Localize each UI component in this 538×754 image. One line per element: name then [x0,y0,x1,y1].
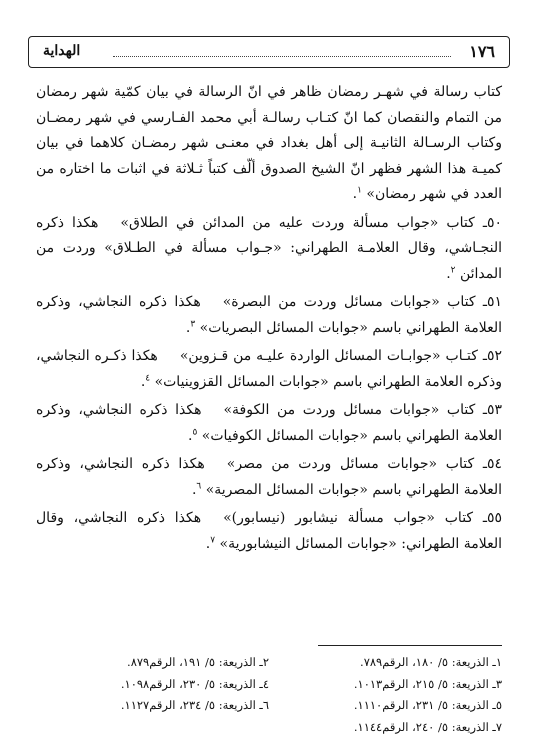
main-text [36,80,502,557]
entry-note: هكذا ذكره النجاشي، وذكره العلامة الطهراني باسم «جوابات المسائل الكوفيات» [36,402,502,444]
footnote-item: ٣ـ الذريعة: ٥/ ٢١٥، الرقم١٠١٣. [353,676,502,691]
entry-note: هكذا ذكره النجاشي، وذكره العلامة الطهراني باسم «جوابات المسائل البصريات» [36,294,502,336]
intro-text: كتاب رسالة في شهـر رمضان ظاهر في انّ الرسالة في بيان كمّية شهر رمضان من التمام والنقصان كما انّ كتـاب رسالـة أبي محمد الفـارسي في شهر رمضـان وكتاب الرسـالة الثانيـة إلى أهل بغداد في معنـى شهر رمضـان كلاهما في بيان كميـة هذا الشهر فظهر انّ الشيخ الصدوق ألّف كتباً ثـلاثة في اثبات ما اختاره من العدد في شهر رمضان» [36,84,502,202]
header-dotted-leader [113,56,451,57]
footnote-marker: ٧ [210,534,216,545]
footnote-row [36,717,502,739]
entry-paragraph: ٥٢ـ كتـاب «جوابـات المسائل الواردة عليـه من قـزوين»هكذا ذكـره النجاشي، وذكره العلامة الطهراني باسم «جوابات المسائل القزوينيات» $^٤$. [36,348,502,390]
footnote-item [36,717,269,739]
footnote-item: ٦ـ الذريعة: ٥/ ٢٣٤، الرقم١١٢٧. [120,698,269,712]
entry-title: ٥٢ـ كتـاب «جوابـات المسائل الواردة عليـه من قـزوين» [179,348,502,364]
entry-paragraph: ٥٥ـ كتاب «جواب مسألة نيشابور (نيسابور)»هكذا ذكره النجاشي، وقال العلامة الطهراني: «جوابات المسائل النيشابورية» $^٧$. [36,510,502,552]
running-title: الهداية [43,43,81,59]
entry-paragraph: ٥٣ـ كتاب «جوابات مسائل وردت من الكوفة»هكذا ذكره النجاشي، وذكره العلامة الطهراني باسم «جوابات المسائل الكوفيات» $^٥$. [36,402,502,444]
entry-paragraph: ٥٠ـ كتاب «جواب مسألة وردت عليه من المدائن في الطلاق»هكذا ذكره النجـاشي، وقال العلامـة الطهراني: «جـواب مسألة في الطـلاق» وردت من المدائن $^٢$. [36,214,503,282]
footnote-row [36,674,502,696]
entry-title: ٥٠ـ كتاب «جواب مسألة وردت عليه من المدائن في الطلاق» [120,214,503,231]
entry-title: ٥٣ـ كتاب «جوابات مسائل وردت من الكوفة» [223,402,502,418]
footnote-row [36,695,502,717]
footnote-item: ٥ـ الذريعة: ٥/ ٢٣١، الرقم١١١٠. [353,698,502,712]
page-number: ١٧٦ [469,42,495,61]
footnote-marker: ٥ [192,426,198,437]
footnote-marker: ٤ [145,372,151,383]
footnote-item: ٢ـ الذريعة: ٥/ ١٩١، الرقم٨٧٩. [127,655,269,669]
entry-paragraph: ٥١ـ كتاب «جوابات مسائل وردت من البصرة»هكذا ذكره النجاشي، وذكره العلامة الطهراني باسم «جوابات المسائل البصريات» $^٣$. [36,294,502,336]
entry-note: هكذا ذكره النجاشي، وذكره العلامة الطهراني باسم «جوابات المسائل المصرية» [36,456,502,498]
entry-note: هكذا ذكـره النجاشي، وذكره العلامة الطهراني باسم «جوابات المسائل القزوينيات» [36,348,502,390]
footnote-separator [318,645,502,646]
footnote-item: ١ـ الذريعة: ٥/ ١٨٠، الرقم٧٨٩. [360,655,502,669]
footnote-marker: ٢ [450,264,456,275]
footnote-marker: ٣ [190,318,196,329]
running-header [28,36,510,68]
footnote-item: ٤ـ الذريعة: ٥/ ٢٣٠، الرقم١٠٩٨. [120,676,269,691]
footnote-marker: ١ [357,185,362,196]
footnote-item: ٧ـ الذريعة: ٥/ ٢٤٠، الرقم١١٤٤. [353,719,502,734]
entry-paragraph: ٥٤ـ كتاب «جوابات مسائل وردت من مصر»هكذا ذكره النجاشي، وذكره العلامة الطهراني باسم «جوابات المسائل المصرية» $^٦$. [36,456,502,498]
intro-paragraph: كتاب رسالة في شهـر رمضان ظاهر في انّ الرسالة في بيان كمّية شهر رمضان من التمام والنقصان كما انّ كتـاب رسالـة أبي محمد الفـارسي في شهر رمضـان وكتاب الرسـالة الثانيـة إلى أهل بغداد في معنـى شهر رمضـان كلاهما في بيان كميـة هذا الشهر فظهر انّ الشيخ الصدوق ألّف كتباً ثـلاثة في اثبات ما اختاره من العدد في شهر رمضان» $^١$. [36,84,502,202]
entry-title: ٥١ـ كتاب «جوابات مسائل وردت من البصرة» [222,294,502,310]
footnote-marker: ٦ [196,480,202,491]
footnote-row [36,652,502,674]
entry-title: ٥٥ـ كتاب «جواب مسألة نيشابور (نيسابور)» [223,510,502,526]
footnotes [36,652,502,738]
entry-title: ٥٤ـ كتاب «جوابات مسائل وردت من مصر» [226,456,502,472]
entry-note: هكذا ذكره النجاشي، وقال العلامة الطهراني: «جوابات المسائل النيشابورية» [36,510,502,552]
entry-note: هكذا ذكره النجـاشي، وقال العلامـة الطهراني: «جـواب مسألة في الطـلاق» وردت من المدائن [36,214,502,282]
